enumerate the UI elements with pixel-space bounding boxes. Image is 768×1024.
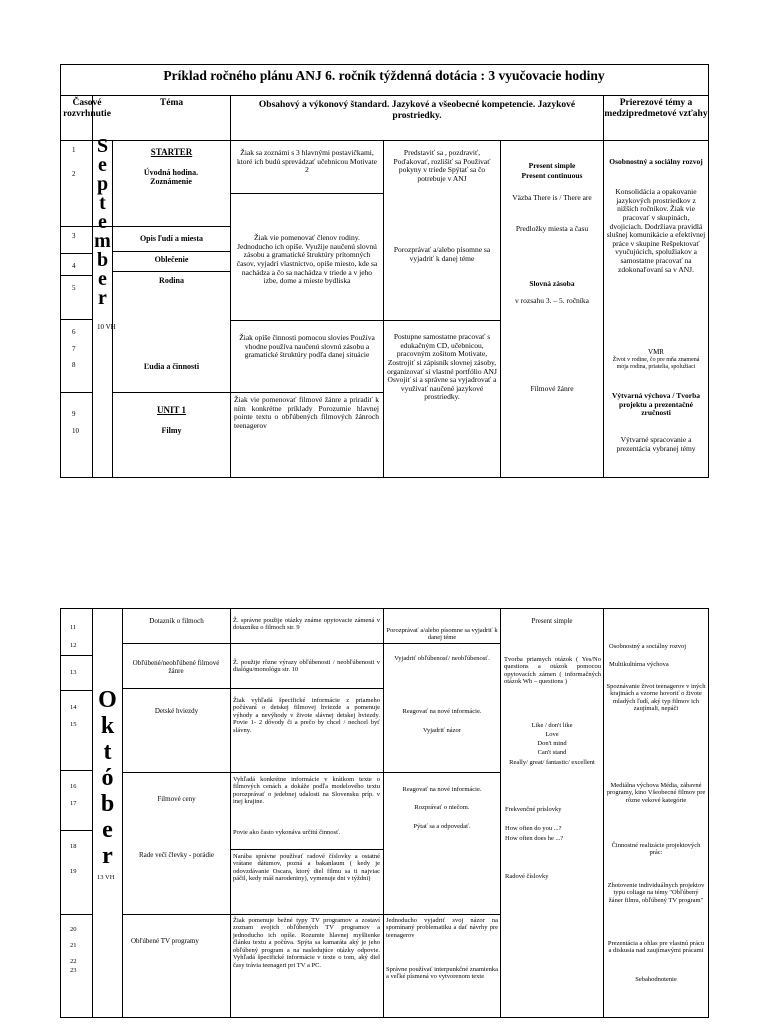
cross-topic-text: Sebahodnotenie bbox=[635, 976, 677, 983]
standard-text: Pýtať sa a odpovedať. bbox=[413, 823, 471, 830]
lang-item: How often do you ...? bbox=[505, 825, 562, 832]
week-number: 12 bbox=[70, 642, 77, 649]
week-number: 8 bbox=[72, 361, 76, 369]
lang-item: Don't mind bbox=[537, 740, 567, 747]
week-number: 13 bbox=[70, 669, 77, 676]
lang-item: Love bbox=[545, 731, 559, 738]
theme-unit1: UNIT 1 bbox=[156, 405, 187, 415]
cross-topic-title: VMR bbox=[648, 348, 664, 356]
theme: Obľúbené/neobľúbené filmové žánre bbox=[132, 659, 220, 676]
week-number: 4 bbox=[72, 262, 76, 270]
theme: Rade večí člevky - porádie bbox=[138, 851, 215, 859]
theme-family: Rodina bbox=[159, 276, 184, 285]
week-number: 1 bbox=[72, 146, 76, 154]
lang-item: Present simple bbox=[531, 617, 573, 625]
lang-item: Like / don't like bbox=[531, 722, 573, 729]
lang-item: Filmové žánre bbox=[530, 384, 574, 393]
lang-item: Slovná zásoba bbox=[529, 279, 575, 288]
standard-text: Vyjadriť názor bbox=[423, 727, 461, 734]
standard-text: Reagovať na nové informácie. bbox=[402, 786, 482, 793]
week-number: 9 bbox=[72, 410, 76, 418]
theme-clothing: Oblečenie bbox=[154, 255, 189, 264]
header-cross-topics: Prierezové témy a medzipredmetové vzťahy bbox=[604, 98, 708, 119]
theme: Obľúbené TV programy bbox=[131, 937, 199, 945]
week-number: 7 bbox=[72, 345, 76, 353]
week-number: 14 bbox=[70, 704, 77, 711]
theme: Filmové ceny bbox=[157, 795, 196, 803]
hours-label: 13 VH bbox=[97, 874, 115, 881]
standard-text: Narába správne používať radové číslovky a ostatné vrátane dátumov, pozná a bakanlaum ( kedy je odovzdávanie Oscara, ktorý diel filmu sa ti najviac páčil, kedy máš narodeniny), vymenuje dni v týždni) bbox=[233, 853, 380, 883]
theme: Detské hviezdy bbox=[154, 707, 199, 715]
theme: Dotazník o filmoch bbox=[149, 617, 204, 625]
cross-topic-text: Život v rodine, čo pre mňa znamená moja rodina, priatelia, spolužiaci bbox=[612, 357, 700, 370]
cross-topic-title: Osobnostný a sociálny rozvoj bbox=[609, 643, 687, 650]
lang-item: Present continuous bbox=[521, 171, 583, 180]
standard-text: Ž. správne použije otázky známe opytovacie zámená v dotazníku o filmoch str. 9 bbox=[233, 617, 380, 632]
standard-text: Vyjadriť obľúbenosť/ neobľúbenosť. bbox=[394, 655, 490, 662]
cross-topic-title: Multikultúrna výchova bbox=[609, 661, 669, 668]
lang-item: Really/ great/ fantastic/ excellent bbox=[509, 759, 595, 766]
week-number: 3 bbox=[72, 232, 76, 240]
theme-people-activities: Ľudia a činnosti bbox=[143, 362, 200, 371]
hours-label: 10 VH bbox=[97, 323, 116, 331]
month-label-september: S e p t e m b e r bbox=[94, 135, 111, 309]
cross-topic-text: Výtvarné spracovanie a prezentácia vybranej témy bbox=[616, 435, 696, 453]
standard-text: Žiak opíše činnosti pomocou slovies Používa vhodne používa naučenú slovnú zásobu a gramatické štruktúry podľa danej situácie bbox=[239, 333, 375, 360]
lang-item: v rozsahu 3. – 5. ročníka bbox=[515, 296, 589, 305]
lang-item: Väzba There is / There are bbox=[512, 193, 592, 202]
week-number: 21 bbox=[70, 942, 77, 949]
month-label-october: O k t ó b e r bbox=[98, 687, 117, 869]
lang-item: Can't stand bbox=[537, 749, 567, 756]
standard-text: Povie ako často vykonáva určitú činnosť. bbox=[233, 829, 341, 836]
week-number: 23 bbox=[70, 967, 77, 974]
standard-text: Žiak pomenuje bežné typy TV programov a zostaví zoznam svojich obľúbených TV programov a jednoducho ich opíše. Rozumie hlavnej myšlienke článku textu a počúva. Spýta sa kamaráta aký je jeho obľúbený program a na nasledujúce otázky odpovie. Vyhľadá špecifické informácie v texte o tom, aký diel časy trávia teenageri pri TV a PC. bbox=[233, 917, 380, 969]
lang-item: Present simple bbox=[528, 161, 576, 170]
week-number: 22 bbox=[70, 958, 77, 965]
header-timing: Časové rozvrhnutie bbox=[63, 98, 111, 119]
week-number: 2 bbox=[72, 170, 76, 178]
lang-item: Predložky miesta a času bbox=[515, 224, 589, 233]
week-number: 11 bbox=[70, 624, 77, 631]
cross-topic-text: Prezentácia a ohlas pre vlastnú prácu a diskusia nad zaujímavými prácami bbox=[607, 940, 705, 955]
header-standard: Obsahový a výkonový štandard. Jazykové a všeobecné kompetencie. Jazykové prostriedky. bbox=[258, 100, 576, 121]
lang-item: Tvorba priamych otázok ( Yes/No questions a otázok pomocou opytovacích zámen ( informačných otázok Wh – questions ) bbox=[504, 656, 601, 686]
week-number: 16 bbox=[70, 783, 77, 790]
week-number: 15 bbox=[70, 721, 77, 728]
cross-topic-text: Spoznávanie život teenagerov v iných krajinách a vzorne hovoriť o živote mladých ľudí, aký typ filmov ich zaujímali, nepáči bbox=[606, 683, 706, 713]
standard-text: Rozprávať o niečom. bbox=[414, 804, 470, 811]
standard-text: Porozprávať a/alebo písomne sa vyjadriť k danej téme bbox=[393, 245, 491, 263]
week-number: 20 bbox=[70, 926, 77, 933]
cross-topic-text: Konsolidácia a opakovanie jazykových prostriedkov z nižších ročníkov. Žiak vie pracovať v skupinách, dvojiciach. Dodržiava pravidlá slušnej komunikácie a efektívnej práce v skupine Rešpektovať vyučujúcich, spolužiakov a samostatne pracovať na zdokonaľovaní sa v ANJ. bbox=[606, 187, 706, 274]
week-number: 5 bbox=[72, 284, 76, 292]
week-number: 17 bbox=[70, 800, 77, 807]
standard-text: Žiak vie pomenovať filmové žánre a priradiť k ním konkrétne príklady Porozumie hlavnej pointe textu o obľúbených filmových žánroch teenagerov bbox=[234, 395, 379, 430]
standard-text: Porozprávať a/alebo písomne sa vyjadriť k danej téme bbox=[386, 627, 498, 642]
cross-topic-text: Zhotovenie individuálnych projektov typu coliage na témy "Obľúbený žáner filmu, obľúbený TV program" bbox=[607, 882, 705, 904]
week-number: 18 bbox=[70, 843, 77, 850]
standard-text: Žiak sa zoznámi s 3 hlavnými postavičkami, ktoré ich budú sprevádzať učebnicou Motivate 2 bbox=[236, 148, 378, 175]
standard-text: Reagovať na nové informácie. bbox=[402, 708, 482, 715]
cross-topic-title: Činnostné realizácie projektových prác: bbox=[611, 842, 701, 857]
standard-text: Žiak vyhľadá špecifické informácie z priameho počúvaní o detskej filmovej hviezde a pomenuje výhody a nevýhody v živote slávnej detskej hviezdy. Povie 1- 2 dôvody či a prečo by chcel / nechcel byť slávny. bbox=[233, 697, 380, 734]
theme-films: Filmy bbox=[161, 426, 182, 435]
standard-text: Správne používať interpunkčné znamienka a veľké písmená vo vytvorenom texte bbox=[386, 966, 498, 981]
theme-intro: Úvodná hodina. Zoznámenie bbox=[143, 168, 199, 187]
week-number: 6 bbox=[72, 328, 76, 336]
lang-item: Frekvenčné príslovky bbox=[505, 806, 562, 813]
theme-starter: STARTER bbox=[150, 147, 193, 157]
standard-text: Predstaviť sa , pozdraviť, Poďakovať, rozlišiť sa Použivať pokyny v triede Spýtať sa čo potrebuje v ANJ bbox=[393, 148, 491, 183]
header-theme: Téma bbox=[159, 98, 184, 108]
lang-item: Radové číslovky bbox=[505, 873, 549, 880]
standard-text: Ž. použije rôzne výrazy obľúbenosti / neobľúbenosti v dialógu/monológu str. 10 bbox=[233, 659, 380, 674]
cross-topic-title: Výtvarná výchova / Tvorba projektu a prezentačné zručnosti bbox=[612, 391, 700, 418]
theme-description: Opis ľudí a miesta bbox=[139, 234, 204, 243]
standard-text: Vyhľadá konkrétne informácie v krátkom texte o filmových cenách a dokáže podľa modelového textu porozprávať o jedebnej udalosti na Slovensku príp. v inej krajine. bbox=[233, 776, 380, 806]
cross-topic-title: Osobnostný a sociálny rozvoj bbox=[609, 157, 703, 166]
page-title: Príklad ročného plánu ANJ 6. ročník týždenná dotácia : 3 vyučovacie hodiny bbox=[163, 68, 605, 83]
lang-item: How often does he ...? bbox=[505, 835, 564, 842]
standard-text: Žiak vie pomenovať členov rodiny. Jednoducho ich opíše. Využije naučenú slovnú zásobu a gramatické štruktúry prítomných časov, vyjadrí vlastníctvo, opíše miesto, kde sa nachádza a čo sa nachádza v triede a v jeho izbe, dome a mieste bydliska bbox=[236, 233, 378, 286]
standard-text: Jednoducho vyjadriť svoj názor na spomínaný problematiku a dať návrhy pre teenagerov bbox=[386, 917, 498, 939]
standard-text: Postupne samostatne pracovať s edukačným CD, učebnicou, pracovným zošitom Motivate, Zostrojiť si zápisník slovnej zásoby, organizovať si vlastné portfólio ANJ Osvojiť si a správne sa vyjadrovať a využívať naučené jazykové prostriedky. bbox=[387, 332, 497, 402]
cross-topic-text: Mediálna výchova Média, zábavné programy, kino Všeobecné filmov pre rôzne vekové kategórie bbox=[606, 782, 706, 804]
week-number: 19 bbox=[70, 868, 77, 875]
week-number: 10 bbox=[72, 427, 79, 435]
